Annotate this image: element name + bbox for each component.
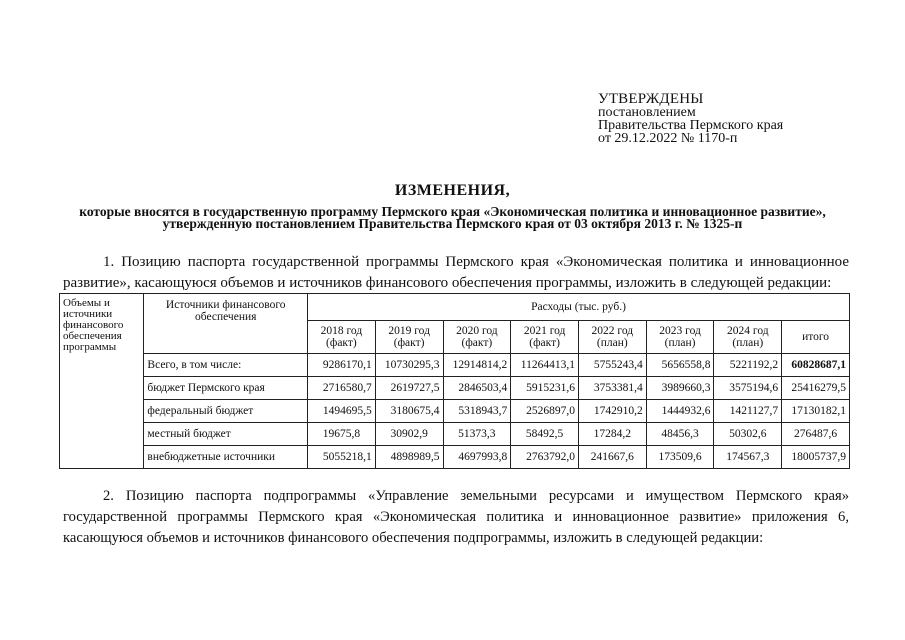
year-header: 2019 год (факт) bbox=[375, 321, 443, 354]
value-cell: 2526897,0 bbox=[511, 400, 579, 423]
value-cell: 4898989,5 bbox=[375, 446, 443, 469]
paragraph-2 bbox=[63, 486, 849, 549]
approval-line: постановлением bbox=[598, 105, 696, 120]
year-header: 2018 год (факт) bbox=[308, 321, 376, 354]
value-cell: 3753381,4 bbox=[578, 377, 646, 400]
value-cell: 1421127,7 bbox=[714, 400, 782, 423]
table-header-row bbox=[60, 294, 850, 321]
value-cell: 173509,6 bbox=[646, 446, 714, 469]
source-cell: федеральный бюджет bbox=[144, 400, 308, 423]
value-cell: 50302,6 bbox=[714, 423, 782, 446]
source-cell: бюджет Пермского края bbox=[144, 377, 308, 400]
value-cell: 1444932,6 bbox=[646, 400, 714, 423]
approval-stamp bbox=[598, 93, 783, 145]
value-cell: 2763792,0 bbox=[511, 446, 579, 469]
value-cell: 17284,2 bbox=[578, 423, 646, 446]
value-cell: 11264413,1 bbox=[511, 354, 579, 377]
value-cell: 9286170,1 bbox=[308, 354, 376, 377]
value-cell: 5656558,8 bbox=[646, 354, 714, 377]
value-cell: 12914814,2 bbox=[443, 354, 511, 377]
year-header: 2021 год (факт) bbox=[511, 321, 579, 354]
table-row bbox=[60, 423, 850, 446]
value-cell: 30902,9 bbox=[375, 423, 443, 446]
paragraph-1 bbox=[63, 252, 849, 294]
value-cell: 58492,5 bbox=[511, 423, 579, 446]
value-cell: 10730295,3 bbox=[375, 354, 443, 377]
table-row bbox=[60, 400, 850, 423]
value-cell: 1494695,5 bbox=[308, 400, 376, 423]
funding-table bbox=[59, 293, 850, 469]
source-cell: местный бюджет bbox=[144, 423, 308, 446]
value-cell: 5755243,4 bbox=[578, 354, 646, 377]
value-cell: 4697993,8 bbox=[443, 446, 511, 469]
value-cell: 2846503,4 bbox=[443, 377, 511, 400]
paragraph-1-text: 1. Позицию паспорта государственной программы Пермского края «Экономическая политика и инновационное развитие», касающуюся объемов и источников финансового обеспечения программы, изложить в следующей редакции: bbox=[63, 254, 849, 291]
value-cell: 5318943,7 bbox=[443, 400, 511, 423]
document-subtitle: которые вносятся в государственную программу Пермского края «Экономическая политика и инновационное развитие», утвержденную постановлением Правительства Пермского края от 03 октября 2013 г. № 1325-п bbox=[79, 204, 826, 231]
value-cell: 48456,3 bbox=[646, 423, 714, 446]
value-cell: 51373,3 bbox=[443, 423, 511, 446]
value-cell: 241667,6 bbox=[578, 446, 646, 469]
paragraph-2-text: 2. Позицию паспорта подпрограммы «Управление земельными ресурсами и имуществом Пермского края» государственной программы Пермского края «Экономическая политика и инновационное развитие» приложения 6, касающуюся объемов и источников финансового обеспечения подпрограммы, изложить в следующей редакции: bbox=[63, 488, 849, 546]
value-cell: 2619727,5 bbox=[375, 377, 443, 400]
value-cell: 3989660,3 bbox=[646, 377, 714, 400]
value-cell: 2716580,7 bbox=[308, 377, 376, 400]
approval-date: от 29.12.2022 № 1170-п bbox=[598, 131, 738, 146]
source-cell: внебюджетные источники bbox=[144, 446, 308, 469]
year-header: 2023 год (план) bbox=[646, 321, 714, 354]
value-cell: 5055218,1 bbox=[308, 446, 376, 469]
total-header: итого bbox=[782, 321, 850, 354]
table-row bbox=[60, 377, 850, 400]
source-cell: Всего, в том числе: bbox=[144, 354, 308, 377]
total-cell: 18005737,9 bbox=[782, 446, 850, 469]
value-cell: 1742910,2 bbox=[578, 400, 646, 423]
value-cell: 5221192,2 bbox=[714, 354, 782, 377]
table-row bbox=[60, 354, 850, 377]
year-header: 2022 год (план) bbox=[578, 321, 646, 354]
total-cell: 17130182,1 bbox=[782, 400, 850, 423]
sources-header: Источники финансового обеспечения bbox=[144, 294, 308, 354]
total-cell: 60828687,1 bbox=[782, 354, 850, 377]
year-header: 2020 год (факт) bbox=[443, 321, 511, 354]
year-header: 2024 год (план) bbox=[714, 321, 782, 354]
table-row bbox=[60, 446, 850, 469]
approval-title: УТВЕРЖДЕНЫ bbox=[598, 91, 704, 107]
document-title: ИЗМЕНЕНИЯ, bbox=[394, 182, 511, 199]
value-cell: 3180675,4 bbox=[375, 400, 443, 423]
value-cell: 19675,8 bbox=[308, 423, 376, 446]
funding-label-cell: Объемы и источники финансового обеспечения программы bbox=[60, 294, 144, 469]
value-cell: 3575194,6 bbox=[714, 377, 782, 400]
expenses-header: Расходы (тыс. руб.) bbox=[308, 294, 850, 321]
approval-line: Правительства Пермского края bbox=[598, 118, 784, 133]
total-cell: 276487,6 bbox=[782, 423, 850, 446]
total-cell: 25416279,5 bbox=[782, 377, 850, 400]
value-cell: 5915231,6 bbox=[511, 377, 579, 400]
value-cell: 174567,3 bbox=[714, 446, 782, 469]
document-heading bbox=[0, 182, 905, 230]
